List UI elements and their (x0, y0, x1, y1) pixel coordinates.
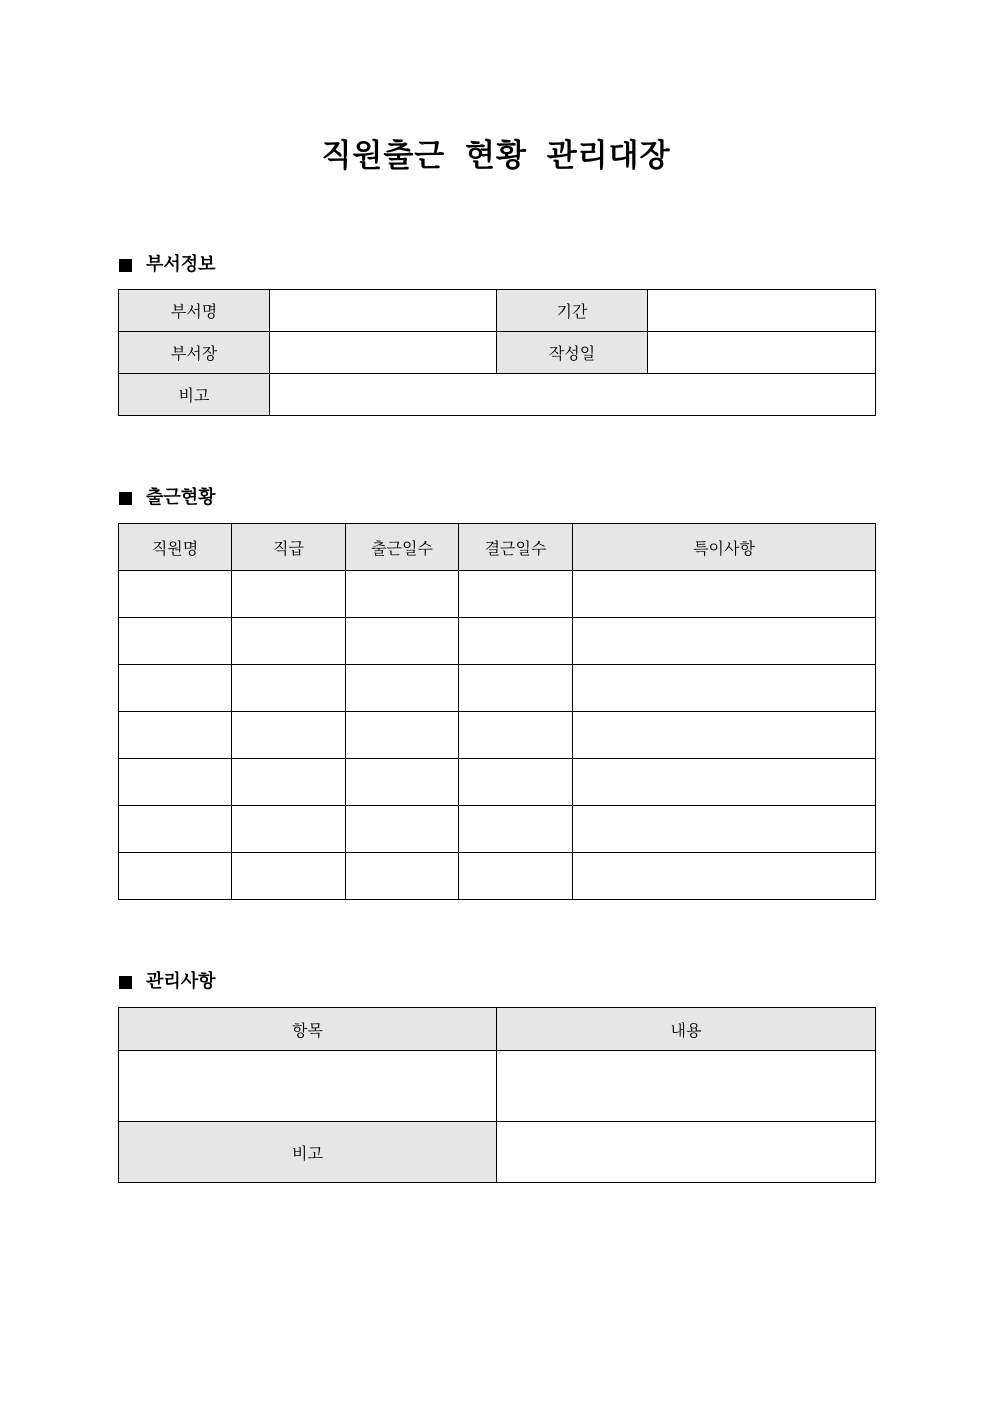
table-cell[interactable] (119, 665, 232, 712)
table-cell[interactable] (459, 665, 573, 712)
management-table (118, 1007, 876, 1183)
table-cell[interactable] (232, 853, 346, 900)
dept-info-table (118, 289, 876, 416)
table-header-row (119, 524, 876, 571)
table-row (119, 853, 876, 900)
table-cell[interactable] (459, 806, 573, 853)
section-heading-label: 부서정보 (146, 254, 216, 275)
table-cell[interactable] (119, 618, 232, 665)
table-row (119, 759, 876, 806)
table-cell[interactable] (232, 806, 346, 853)
column-header-content: 내용 (497, 1008, 876, 1051)
table-row (119, 571, 876, 618)
table-row (119, 290, 876, 332)
created-date-label: 작성일 (497, 332, 648, 374)
table-cell[interactable] (459, 759, 573, 806)
section-heading-dept-info (119, 253, 216, 277)
table-cell[interactable] (573, 853, 876, 900)
table-cell[interactable] (459, 618, 573, 665)
table-cell[interactable] (346, 806, 459, 853)
table-cell[interactable] (573, 759, 876, 806)
table-cell[interactable] (232, 759, 346, 806)
period-field[interactable] (648, 290, 876, 332)
square-bullet-icon (119, 259, 132, 272)
table-cell[interactable] (346, 665, 459, 712)
column-header-notes: 특이사항 (573, 524, 876, 571)
table-cell[interactable] (119, 853, 232, 900)
section-heading-label: 관리사항 (146, 971, 216, 992)
management-remarks-label: 비고 (119, 1122, 497, 1183)
dept-name-field[interactable] (270, 290, 497, 332)
created-date-field[interactable] (648, 332, 876, 374)
table-cell[interactable] (119, 712, 232, 759)
table-row (119, 665, 876, 712)
table-cell[interactable] (459, 712, 573, 759)
table-cell[interactable] (573, 571, 876, 618)
dept-head-label: 부서장 (119, 332, 270, 374)
table-cell[interactable] (573, 712, 876, 759)
management-remarks-field[interactable] (497, 1122, 876, 1183)
table-row (119, 374, 876, 416)
page-title: 직원출근 현황 관리대장 (321, 138, 671, 174)
table-row (119, 712, 876, 759)
remarks-field[interactable] (270, 374, 876, 416)
table-cell[interactable] (232, 712, 346, 759)
table-cell[interactable] (346, 853, 459, 900)
content-field[interactable] (497, 1051, 876, 1122)
table-cell[interactable] (119, 806, 232, 853)
dept-name-label: 부서명 (119, 290, 270, 332)
table-cell[interactable] (459, 571, 573, 618)
table-row (119, 1122, 876, 1183)
period-label: 기간 (497, 290, 648, 332)
column-header-position: 직급 (232, 524, 346, 571)
column-header-employee-name: 직원명 (119, 524, 232, 571)
attendance-table (118, 523, 876, 900)
table-header-row (119, 1008, 876, 1051)
square-bullet-icon (119, 492, 132, 505)
table-cell[interactable] (573, 665, 876, 712)
table-row (119, 1051, 876, 1122)
section-heading-management (119, 970, 216, 994)
column-header-item: 항목 (119, 1008, 497, 1051)
dept-head-field[interactable] (270, 332, 497, 374)
table-cell[interactable] (346, 759, 459, 806)
table-cell[interactable] (232, 571, 346, 618)
table-cell[interactable] (573, 618, 876, 665)
remarks-label: 비고 (119, 374, 270, 416)
section-heading-label: 출근현황 (146, 487, 216, 508)
column-header-attendance-days: 출근일수 (346, 524, 459, 571)
table-cell[interactable] (346, 712, 459, 759)
table-cell[interactable] (346, 571, 459, 618)
table-row (119, 332, 876, 374)
table-cell[interactable] (573, 806, 876, 853)
table-cell[interactable] (232, 665, 346, 712)
section-heading-attendance (119, 486, 216, 510)
table-row (119, 806, 876, 853)
square-bullet-icon (119, 976, 132, 989)
table-cell[interactable] (119, 571, 232, 618)
table-cell[interactable] (119, 759, 232, 806)
table-cell[interactable] (346, 618, 459, 665)
table-cell[interactable] (232, 618, 346, 665)
table-cell[interactable] (459, 853, 573, 900)
table-row (119, 618, 876, 665)
item-field[interactable] (119, 1051, 497, 1122)
column-header-absence-days: 결근일수 (459, 524, 573, 571)
